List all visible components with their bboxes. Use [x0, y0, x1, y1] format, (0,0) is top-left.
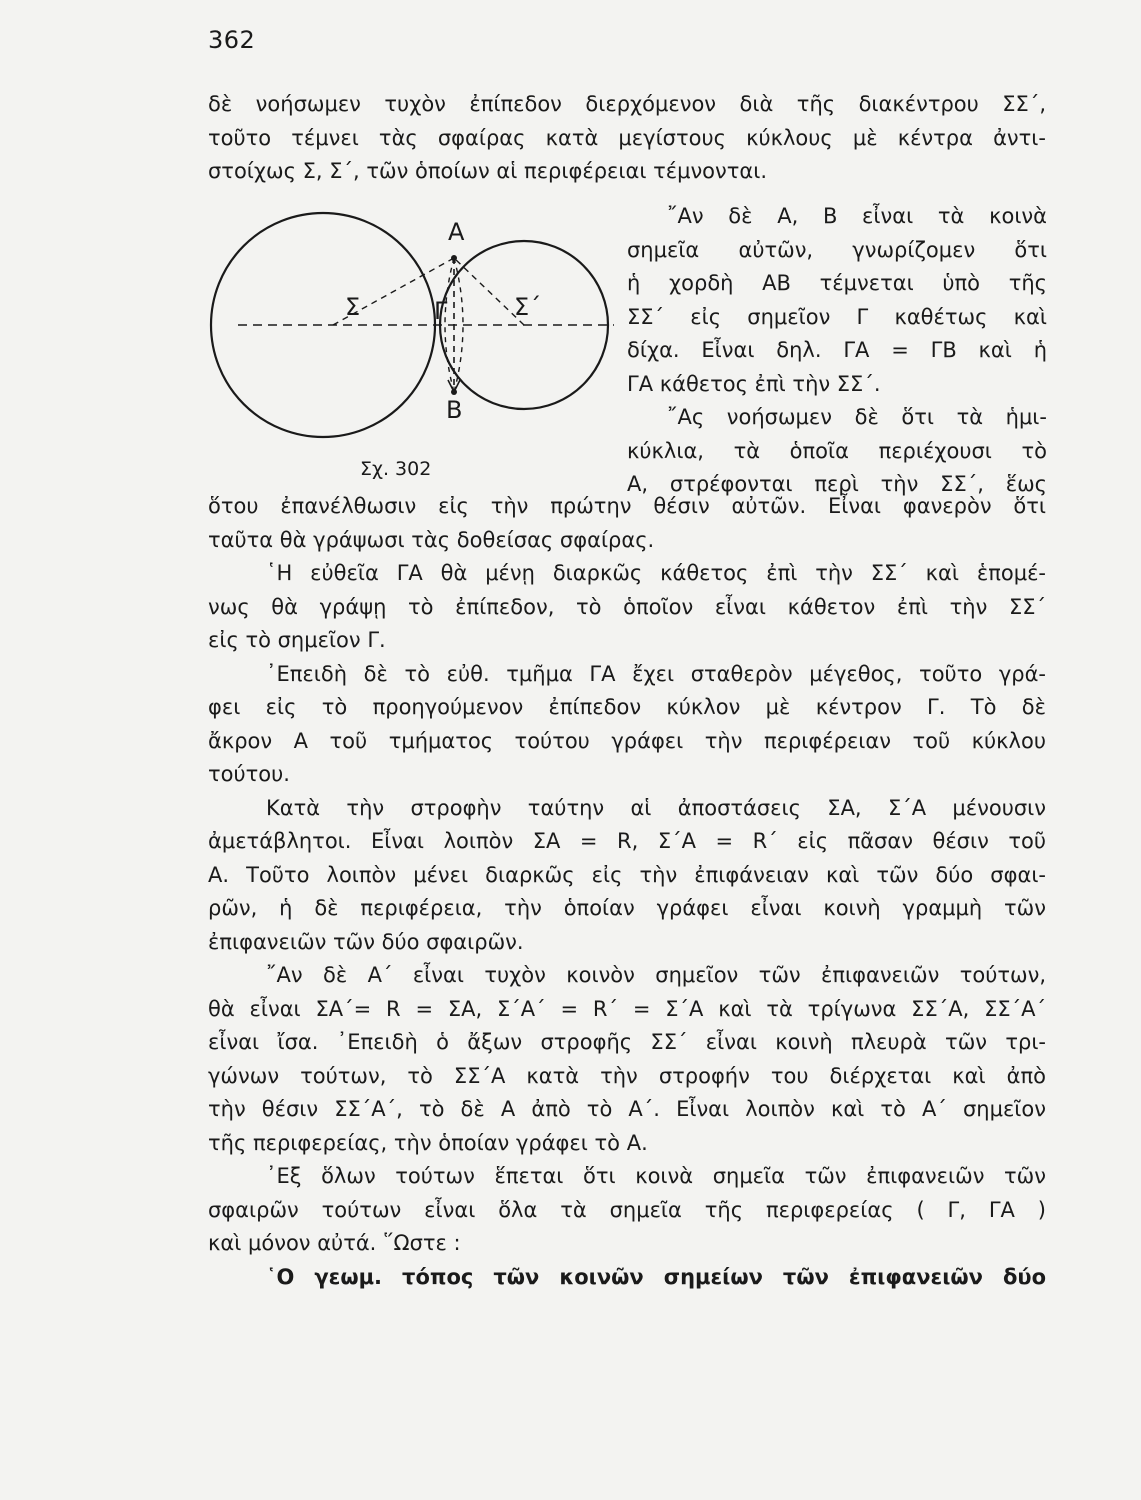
text-line: ἡ χορδὴ ΑΒ τέμνεται ὑπὸ τῆς — [627, 271, 1047, 295]
figure-caption: Σχ. 302 — [360, 458, 432, 480]
body-text — [208, 490, 1046, 1294]
final-bold-line: ῾Ο γεωμ. τόπος τῶν κοινῶν σημείων τῶν ἐπιφανειῶν δύο — [266, 1264, 1046, 1289]
text-line: ρῶν, ἡ δὲ περιφέρεια, τὴν ὁποίαν γράφει εἶναι κοινὴ γραμμὴ τῶν — [208, 896, 1046, 920]
text-line: ᾿Εξ ὅλων τούτων ἕπεται ὅτι κοινὰ σημεῖα τῶν ἐπιφανειῶν τῶν — [266, 1164, 1046, 1188]
point-a — [451, 255, 457, 261]
text-line: ῎Ας νοήσωμεν δὲ ὅτι τὰ ἡμι- — [667, 405, 1047, 429]
label-gamma: Γ — [434, 297, 448, 325]
text-line: σημεῖα αὐτῶν, γνωρίζομεν ὅτι — [627, 237, 1047, 262]
page-number: 362 — [208, 26, 256, 54]
label-sigma: Σ — [345, 293, 361, 321]
text-line: ῎Αν δὲ Α, Β εἶναι τὰ κοινὰ — [667, 204, 1047, 228]
text-line: δίχα. Εἶναι δηλ. ΓΑ = ΓΒ καὶ ἡ — [627, 338, 1047, 362]
text-line: Α, στρέφονται περὶ τὴν ΣΣ΄, ἕως — [627, 472, 1047, 496]
label-a: Α — [448, 218, 465, 246]
text-line: θὰ εἶναι ΣΑ΄= R = ΣΑ, Σ΄Α΄ = R΄ = Σ΄Α καὶ τὰ τρίγωνα ΣΣ΄Α, ΣΣ΄Α΄ — [208, 996, 1046, 1021]
text-line: δὲ νοήσωμεν τυχὸν ἐπίπεδον διερχόμενον διὰ τῆς διακέντρου ΣΣ΄, — [208, 92, 1046, 116]
text-line: νως θὰ γράψῃ τὸ ἐπίπεδον, τὸ ὁποῖον εἶναι κάθετον ἐπὶ τὴν ΣΣ΄ — [208, 594, 1046, 619]
text-line: ῎Αν δὲ Α΄ εἶναι τυχὸν κοινὸν σημεῖον τῶν ἐπιφανειῶν τούτων, — [266, 963, 1046, 987]
label-sigma-prime: Σ΄ — [514, 293, 542, 321]
text-line: ᾿Επειδὴ δὲ τὸ εὐθ. τμῆμα ΓΑ ἔχει σταθερὸν μέγεθος, τοῦτο γρά- — [266, 661, 1046, 686]
text-line: ἄκρον Α τοῦ τμήματος τούτου γράφει τὴν περιφέρειαν τοῦ κύκλου — [208, 728, 1046, 753]
text-line: ταῦτα θὰ γράψωσι τὰς δοθείσας σφαίρας. — [208, 527, 655, 552]
text-line: ἐπιφανειῶν τῶν δύο σφαιρῶν. — [208, 929, 524, 954]
text-line: ῾Η εὐθεῖα ΓΑ θὰ μένῃ διαρκῶς κάθετος ἐπὶ τὴν ΣΣ΄ καὶ ἑπομέ- — [266, 561, 1046, 585]
text-line: ἀμετάβλητοι. Εἶναι λοιπὸν ΣΑ = R, Σ΄Α = R΄ εἰς πᾶσαν θέσιν τοῦ — [208, 829, 1046, 853]
text-line: Κατὰ τὴν στροφὴν ταύτην αἱ ἀποστάσεις ΣΑ, Σ΄Α μένουσιν — [266, 795, 1046, 820]
text-line: τὴν θέσιν ΣΣ΄Α΄, τὸ δὲ Α ἀπὸ τὸ Α΄. Εἶναι λοιπὸν καὶ τὸ Α΄ σημεῖον — [208, 1097, 1046, 1121]
two-circles-diagram — [208, 200, 620, 490]
text-line: φει εἰς τὸ προηγούμενον ἐπίπεδον κύκλον μὲ κέντρον Γ. Τὸ δὲ — [208, 695, 1046, 719]
text-line: Α. Τοῦτο λοιπὸν μένει διαρκῶς εἰς τὴν ἐπιφάνειαν καὶ τῶν δύο σφαι- — [208, 862, 1046, 887]
text-line: τοῦτο τέμνει τὰς σφαίρας κατὰ μεγίστους κύκλους μὲ κέντρα ἀντι- — [208, 125, 1046, 150]
text-line: σφαιρῶν τούτων εἶναι ὅλα τὰ σημεῖα τῆς περιφερείας ( Γ, ΓΑ ) — [208, 1197, 1046, 1222]
text-line: γώνων τούτων, τὸ ΣΣ΄Α κατὰ τὴν στροφήν του διέρχεται καὶ ἀπὸ — [208, 1063, 1046, 1088]
text-line: τῆς περιφερείας, τὴν ὁποίαν γράφει τὸ Α. — [208, 1130, 648, 1155]
text-line: ΓΑ κάθετος ἐπὶ τὴν ΣΣ΄. — [627, 371, 881, 396]
text-line: εἶναι ἴσα. ᾿Επειδὴ ὁ ἄξων στροφῆς ΣΣ΄ εἶναι κοινὴ πλευρὰ τῶν τρι- — [208, 1030, 1046, 1054]
label-b: Β — [446, 396, 463, 424]
text-line: εἰς τὸ σημεῖον Γ. — [208, 628, 386, 652]
text-line: τούτου. — [208, 762, 290, 786]
text-line: καὶ μόνον αὐτά. ῞Ωστε : — [208, 1231, 461, 1255]
intro-paragraph — [208, 88, 1046, 189]
text-line: κύκλια, τὰ ὁποῖα περιέχουσι τὸ — [627, 438, 1047, 463]
text-line: ΣΣ΄ εἰς σημεῖον Γ καθέτως καὶ — [627, 304, 1047, 329]
side-paragraph — [627, 200, 1047, 502]
figure-302 — [208, 200, 620, 490]
text-line: στοίχως Σ, Σ΄, τῶν ὁποίων αἱ περιφέρειαι τέμνονται. — [208, 159, 768, 183]
text-line: ὅτου ἐπανέλθωσιν εἰς τὴν πρώτην θέσιν αὐτῶν. Εἶναι φανερὸν ὅτι — [208, 494, 1046, 518]
